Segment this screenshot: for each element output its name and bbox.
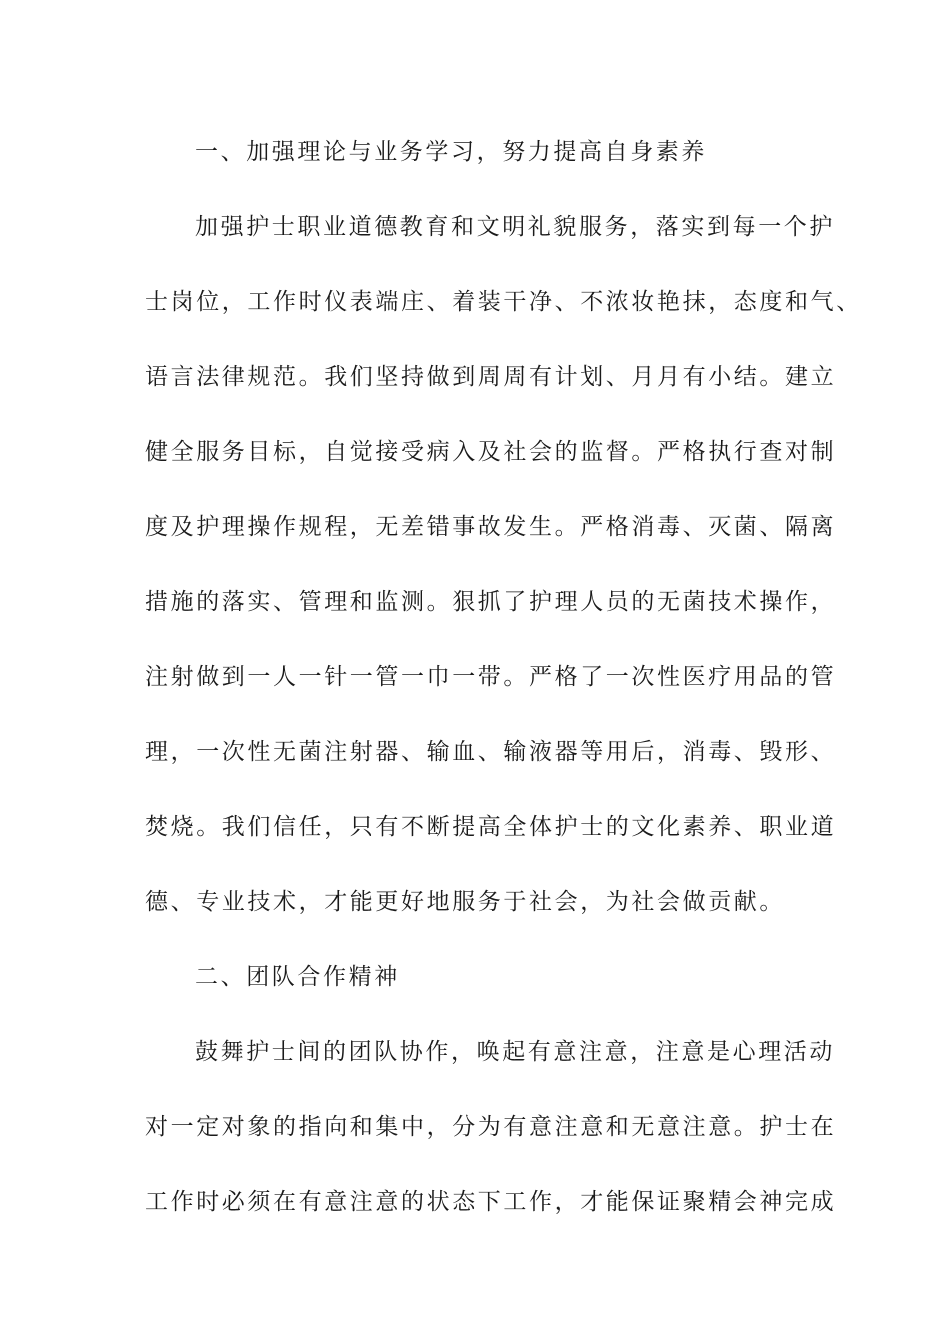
section-heading-2: 二、团队合作精神 — [195, 964, 400, 990]
paragraph-line: 士岗位，工作时仪表端庄、着装干净、不浓妆艳抹，态度和气、 — [145, 289, 862, 315]
paragraph-line: 焚烧。我们信任，只有不断提高全体护士的文化素养、职业道 — [145, 814, 837, 840]
paragraph-line: 工作时必须在有意注意的状态下工作，才能保证聚精会神完成 — [145, 1189, 837, 1215]
section-heading-1: 一、加强理论与业务学习，努力提高自身素养 — [195, 139, 707, 165]
document-body — [145, 132, 862, 1257]
paragraph-line: 度及护理操作规程，无差错事故发生。严格消毒、灭菌、隔离 — [145, 514, 837, 540]
paragraph-line: 理，一次性无菌注射器、输血、输液器等用后，消毒、毁形、 — [145, 739, 837, 765]
paragraph-line: 语言法律规范。我们坚持做到周周有计划、月月有小结。建立 — [145, 364, 837, 390]
paragraph-line: 德、专业技术，才能更好地服务于社会，为社会做贡献。 — [145, 889, 785, 915]
paragraph-line: 对一定对象的指向和集中，分为有意注意和无意注意。护士在 — [145, 1114, 837, 1140]
paragraph-line: 注射做到一人一针一管一巾一带。严格了一次性医疗用品的管 — [145, 664, 837, 690]
paragraph-line: 健全服务目标，自觉接受病入及社会的监督。严格执行查对制 — [145, 439, 837, 465]
paragraph-line: 鼓舞护士间的团队协作，唤起有意注意，注意是心理活动 — [195, 1039, 835, 1065]
paragraph-line: 加强护士职业道德教育和文明礼貌服务，落实到每一个护 — [195, 214, 835, 240]
paragraph-line: 措施的落实、管理和监测。狠抓了护理人员的无菌技术操作， — [145, 589, 837, 615]
